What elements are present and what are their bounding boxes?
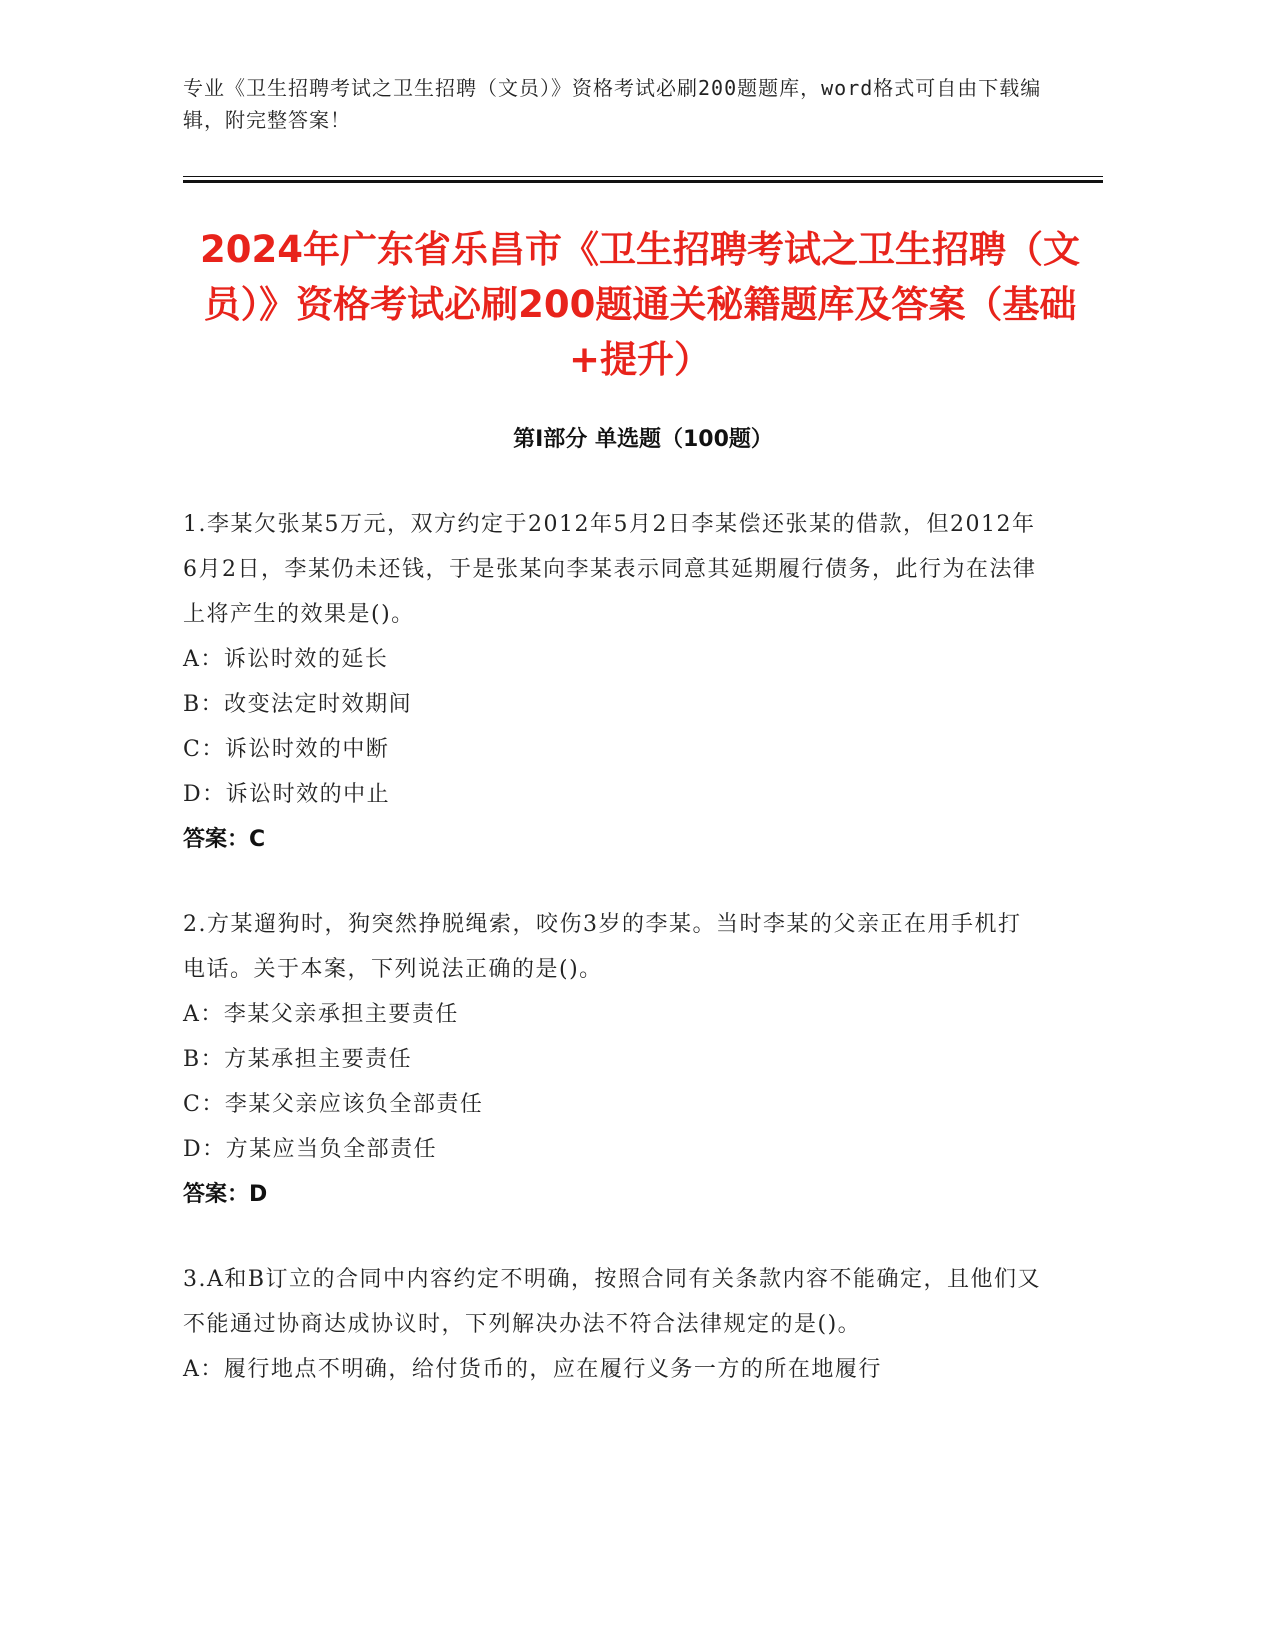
option-a: A：李某父亲承担主要责任 xyxy=(183,1002,459,1027)
question-text: 2.方某遛狗时，狗突然挣脱绳索，咬伤3岁的李某。当时李某的父亲正在用手机打电话。关于本案，下列说法正确的是()。 xyxy=(183,912,1022,982)
header-divider-thin xyxy=(183,176,1103,177)
section-heading: 第Ⅰ部分 单选题（100题） xyxy=(513,427,773,452)
option-d: D：方某应当负全部责任 xyxy=(183,1137,438,1162)
option-a: A：诉讼时效的延长 xyxy=(183,647,389,672)
question-text: 3.A和B订立的合同中内容约定不明确，按照合同有关条款内容不能确定，且他们又不能通过协商达成协议时，下列解决办法不符合法律规定的是()。 xyxy=(183,1267,1042,1337)
option-a: A：履行地点不明确，给付货币的，应在履行义务一方的所在地履行 xyxy=(183,1357,882,1382)
option-c: C：诉讼时效的中断 xyxy=(183,737,390,762)
option-b: B：方某承担主要责任 xyxy=(183,1047,413,1072)
header-divider-thick xyxy=(183,180,1103,183)
header-note: 专业《卫生招聘考试之卫生招聘（文员）》资格考试必刷200题题库，word格式可自由下载编辑，附完整答案！ xyxy=(183,76,1042,132)
answer-text: 答案：C xyxy=(183,827,266,852)
question-text: 1.李某欠张某5万元，双方约定于2012年5月2日李某偿还张某的借款，但2012年6月2日，李某仍未还钱，于是张某向李某表示同意其延期履行债务，此行为在法律上将产生的效果是()。 xyxy=(183,512,1037,627)
option-c: C：李某父亲应该负全部责任 xyxy=(183,1092,484,1117)
question-list xyxy=(183,502,1043,1432)
question-item xyxy=(183,902,1043,1217)
document-title: 2024年广东省乐昌市《卫生招聘考试之卫生招聘（文员）》资格考试必刷200题通关秘籍题库及答案（基础+提升） xyxy=(200,228,1080,381)
question-item xyxy=(183,502,1043,862)
answer-text: 答案：D xyxy=(183,1182,268,1207)
question-item xyxy=(183,1257,1043,1392)
option-b: B：改变法定时效期间 xyxy=(183,692,413,717)
option-d: D：诉讼时效的中止 xyxy=(183,782,391,807)
